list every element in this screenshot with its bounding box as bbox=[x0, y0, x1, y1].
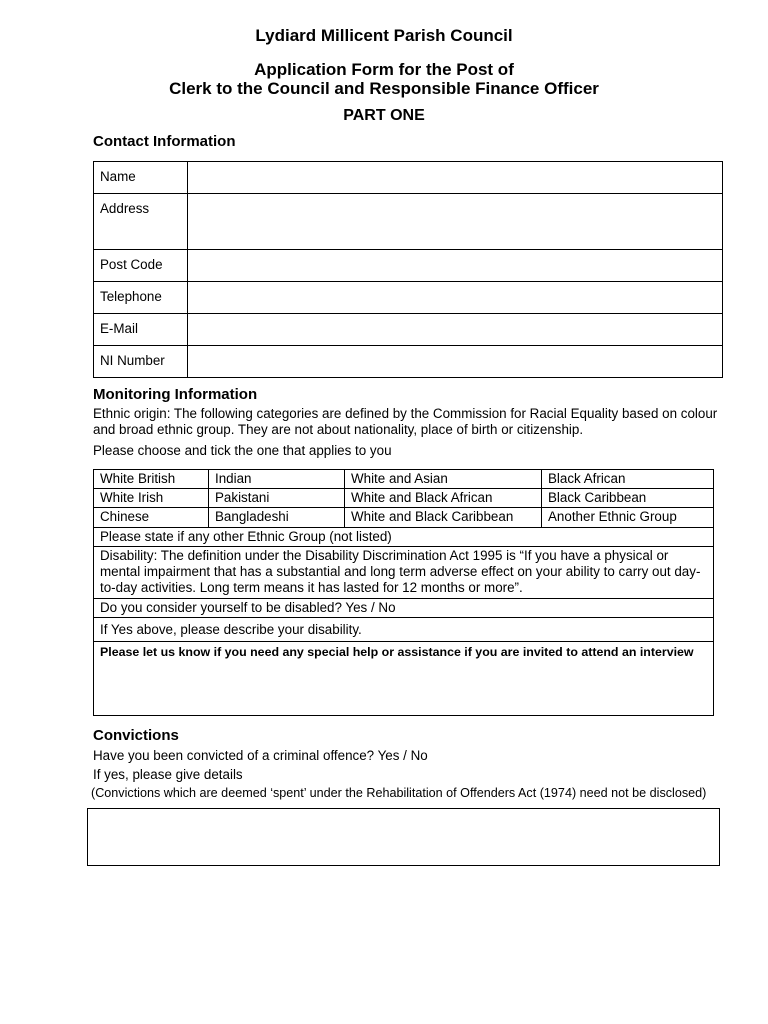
disability-definition: Disability: The definition under the Disability Discrimination Act 1995 is “If you have a physical or mental impairment that has a substantial and long term adverse effect on your ability to carry out day-to-day activities. Long term means it has lasted for 12 months or more”. bbox=[94, 547, 714, 599]
ethnic-option[interactable]: Pakistani bbox=[209, 489, 345, 508]
tick-instruction: Please choose and tick the one that applies to you bbox=[93, 443, 392, 458]
ethnic-row bbox=[94, 489, 714, 508]
post-code-field[interactable] bbox=[188, 250, 723, 282]
conviction-details-box[interactable] bbox=[87, 808, 720, 866]
telephone-field[interactable] bbox=[188, 282, 723, 314]
label-post-code: Post Code bbox=[94, 250, 188, 282]
special-help-prompt[interactable]: Please let us know if you need any special help or assistance if you are invited to attend an interview bbox=[94, 642, 714, 716]
disability-definition-row bbox=[94, 547, 714, 599]
contact-row-name bbox=[94, 162, 723, 194]
contact-row-email bbox=[94, 314, 723, 346]
ethnic-option[interactable]: White and Black Caribbean bbox=[345, 508, 542, 528]
email-field[interactable] bbox=[188, 314, 723, 346]
ethnic-option[interactable]: Indian bbox=[209, 470, 345, 489]
name-field[interactable] bbox=[188, 162, 723, 194]
ethnic-option[interactable]: White Irish bbox=[94, 489, 209, 508]
address-field[interactable] bbox=[188, 194, 723, 250]
label-email: E-Mail bbox=[94, 314, 188, 346]
ethnic-row bbox=[94, 470, 714, 489]
ethnic-option[interactable]: Black Caribbean bbox=[542, 489, 714, 508]
contact-row-address bbox=[94, 194, 723, 250]
part-heading: PART ONE bbox=[343, 107, 425, 124]
describe-disability[interactable]: If Yes above, please describe your disability. bbox=[94, 618, 714, 642]
conviction-question: Have you been convicted of a criminal offence? Yes / No bbox=[93, 748, 428, 763]
disabled-question[interactable]: Do you consider yourself to be disabled? Yes / No bbox=[94, 599, 714, 618]
special-help-row bbox=[94, 642, 714, 716]
convictions-heading: Convictions bbox=[93, 727, 179, 744]
post-title: Clerk to the Council and Responsible Finance Officer bbox=[169, 79, 599, 98]
spent-convictions-note: (Convictions which are deemed ‘spent’ under the Rehabilitation of Offenders Act (1974) need not be disclosed) bbox=[91, 786, 707, 800]
ethnic-option[interactable]: White British bbox=[94, 470, 209, 489]
ethnic-row bbox=[94, 508, 714, 528]
disabled-question-row bbox=[94, 599, 714, 618]
other-ethnic-row bbox=[94, 528, 714, 547]
contact-table bbox=[93, 161, 723, 378]
ethnic-option[interactable]: Another Ethnic Group bbox=[542, 508, 714, 528]
council-name: Lydiard Millicent Parish Council bbox=[255, 26, 513, 45]
contact-row-postcode bbox=[94, 250, 723, 282]
form-title: Application Form for the Post of bbox=[254, 60, 514, 79]
other-ethnic-group[interactable]: Please state if any other Ethnic Group (not listed) bbox=[94, 528, 714, 547]
label-telephone: Telephone bbox=[94, 282, 188, 314]
contact-heading: Contact Information bbox=[93, 133, 236, 150]
monitoring-table bbox=[93, 469, 714, 716]
ethnic-option[interactable]: Black African bbox=[542, 470, 714, 489]
conviction-details-prompt: If yes, please give details bbox=[93, 767, 243, 782]
ethnic-option[interactable]: Bangladeshi bbox=[209, 508, 345, 528]
contact-row-telephone bbox=[94, 282, 723, 314]
ethnic-option[interactable]: White and Black African bbox=[345, 489, 542, 508]
monitoring-heading: Monitoring Information bbox=[93, 386, 258, 403]
label-ni-number: NI Number bbox=[94, 346, 188, 378]
contact-row-ni bbox=[94, 346, 723, 378]
ni-number-field[interactable] bbox=[188, 346, 723, 378]
label-name: Name bbox=[94, 162, 188, 194]
ethnic-origin-intro: Ethnic origin: The following categories are defined by the Commission for Racial Equality based on colour and broad ethnic group. They are not about nationality, place of birth or citizenship. bbox=[93, 406, 718, 437]
ethnic-option[interactable]: White and Asian bbox=[345, 470, 542, 489]
label-address: Address bbox=[94, 194, 188, 250]
ethnic-option[interactable]: Chinese bbox=[94, 508, 209, 528]
describe-disability-row bbox=[94, 618, 714, 642]
